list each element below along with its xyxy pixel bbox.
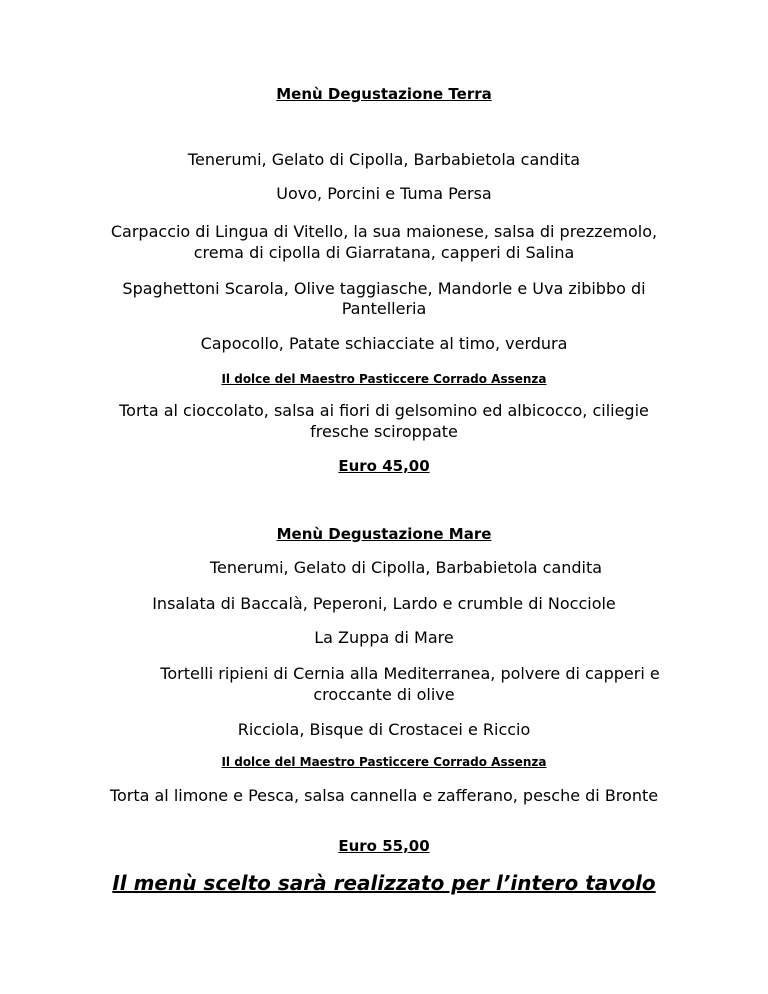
mare-item-3: La Zuppa di Mare <box>314 628 454 647</box>
terra-dessert-heading: Il dolce del Maestro Pasticcere Corrado Assenza <box>221 372 547 386</box>
terra-item-3-line-1: Carpaccio di Lingua di Vitello, la sua maionese, salsa di prezzemolo, <box>110 222 658 241</box>
mare-item-4-line-2: croccante di olive <box>313 685 455 704</box>
terra-item-5: Capocollo, Patate schiacciate al timo, verdura <box>200 334 568 353</box>
mare-title: Menù Degustazione Mare <box>276 525 492 543</box>
terra-dessert-line-2: fresche sciroppate <box>310 422 458 441</box>
mare-item-2: Insalata di Baccalà, Peperoni, Lardo e crumble di Nocciole <box>152 594 616 613</box>
terra-item-3-line-2: crema di cipolla di Giarratana, capperi di Salina <box>193 243 575 262</box>
terra-item-1: Tenerumi, Gelato di Cipolla, Barbabietola candita <box>187 150 581 169</box>
terra-item-4-line-2: Pantelleria <box>341 299 427 318</box>
mare-item-4-line-1: Tortelli ripieni di Cernia alla Mediterranea, polvere di capperi e <box>160 664 660 683</box>
terra-dessert-line-1: Torta al cioccolato, salsa ai fiori di gelsomino ed albicocco, ciliegie <box>119 401 649 420</box>
mare-dessert-line-1: Torta al limone e Pesca, salsa cannella e zafferano, pesche di Bronte <box>109 786 659 805</box>
terra-item-4-line-1: Spaghettoni Scarola, Olive taggiasche, Mandorle e Uva zibibbo di <box>122 279 646 298</box>
mare-item-5: Ricciola, Bisque di Crostacei e Riccio <box>237 720 531 739</box>
terra-item-2: Uovo, Porcini e Tuma Persa <box>276 184 492 203</box>
footer-note: Il menù scelto sarà realizzato per l’intero tavolo <box>112 871 656 895</box>
mare-item-1: Tenerumi, Gelato di Cipolla, Barbabietola candita <box>209 558 603 577</box>
terra-price: Euro 45,00 <box>338 457 430 475</box>
terra-title: Menù Degustazione Terra <box>276 85 492 103</box>
mare-price: Euro 55,00 <box>338 837 430 855</box>
mare-dessert-heading: Il dolce del Maestro Pasticcere Corrado Assenza <box>221 755 547 769</box>
